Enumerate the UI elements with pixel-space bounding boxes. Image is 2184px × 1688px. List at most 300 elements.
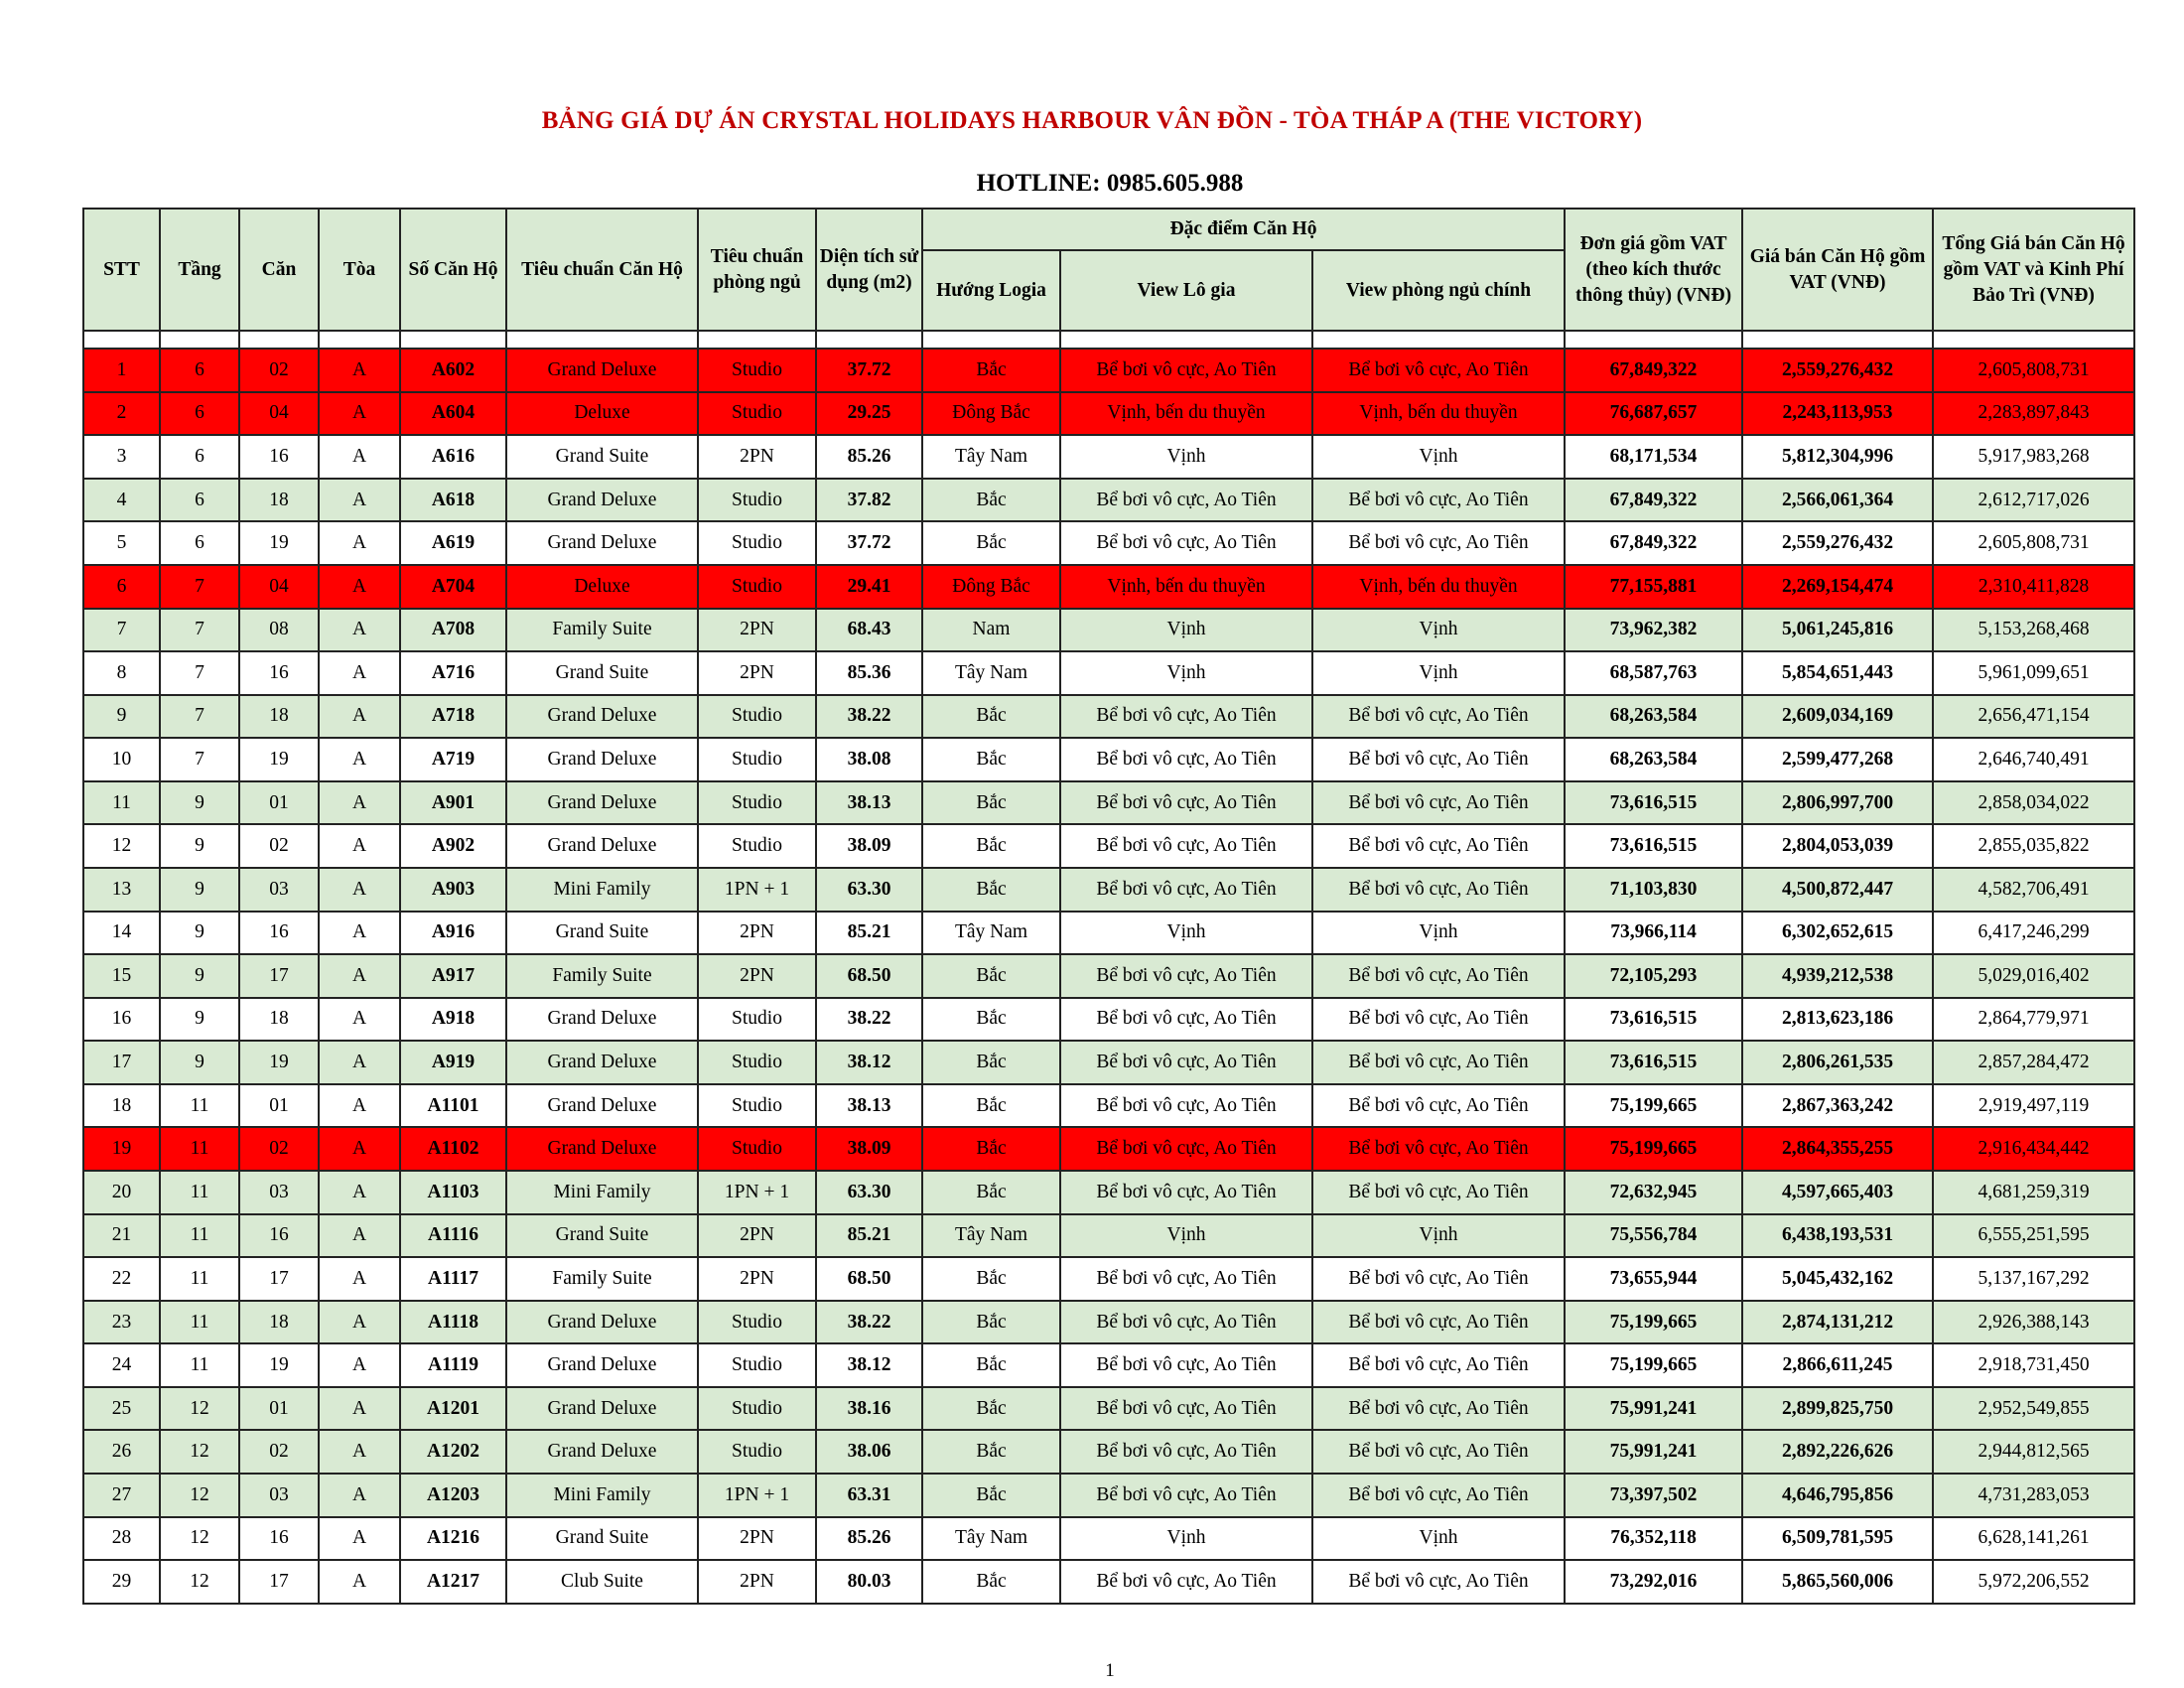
header-view-lo-gia: View Lô gia <box>1060 250 1312 331</box>
cell-can: 19 <box>239 738 319 781</box>
cell-can: 02 <box>239 349 319 392</box>
cell-dien-tich: 68.50 <box>816 1257 922 1301</box>
cell-stt: 21 <box>83 1214 160 1258</box>
cell-tieu-chuan-can-ho: Grand Deluxe <box>506 1430 698 1474</box>
cell-view-phong-ngu: Bể bơi vô cực, Ao Tiên <box>1312 1301 1565 1344</box>
cell-tong-gia: 2,864,779,971 <box>1933 998 2134 1042</box>
cell-don-gia: 75,991,241 <box>1565 1387 1742 1431</box>
cell-gia-ban: 5,045,432,162 <box>1742 1257 1933 1301</box>
cell-tang: 11 <box>160 1257 239 1301</box>
cell-phong-ngu: Studio <box>698 1430 816 1474</box>
cell-huong-logia: Nam <box>922 609 1060 652</box>
cell-huong-logia: Bắc <box>922 738 1060 781</box>
cell-gia-ban: 2,804,053,039 <box>1742 824 1933 868</box>
cell-view-lo-gia: Bể bơi vô cực, Ao Tiên <box>1060 1171 1312 1214</box>
cell-tieu-chuan-can-ho: Mini Family <box>506 1474 698 1517</box>
cell-tieu-chuan-can-ho: Mini Family <box>506 1171 698 1214</box>
cell-phong-ngu: Studio <box>698 1127 816 1171</box>
cell-phong-ngu: 2PN <box>698 1214 816 1258</box>
table-row <box>83 912 2134 955</box>
cell-gia-ban: 2,899,825,750 <box>1742 1387 1933 1431</box>
cell-don-gia: 73,616,515 <box>1565 781 1742 825</box>
cell-toa: A <box>319 1430 400 1474</box>
cell-tieu-chuan-can-ho: Club Suite <box>506 1560 698 1604</box>
table-row <box>83 651 2134 695</box>
cell-don-gia: 75,199,665 <box>1565 1127 1742 1171</box>
cell-view-phong-ngu: Bể bơi vô cực, Ao Tiên <box>1312 349 1565 392</box>
cell-so-can-ho: A919 <box>400 1041 506 1084</box>
cell-so-can-ho: A1202 <box>400 1430 506 1474</box>
header-tieu-chuan-phong-ngu: Tiêu chuẩn phòng ngủ <box>698 209 816 331</box>
cell-stt: 23 <box>83 1301 160 1344</box>
cell-tieu-chuan-can-ho: Grand Deluxe <box>506 1343 698 1387</box>
cell-tieu-chuan-can-ho: Grand Deluxe <box>506 781 698 825</box>
cell-dien-tich: 38.12 <box>816 1343 922 1387</box>
cell-tong-gia: 5,137,167,292 <box>1933 1257 2134 1301</box>
cell-view-phong-ngu: Bể bơi vô cực, Ao Tiên <box>1312 1430 1565 1474</box>
cell-huong-logia: Bắc <box>922 1343 1060 1387</box>
cell-tong-gia: 2,605,808,731 <box>1933 521 2134 565</box>
cell-view-phong-ngu: Vịnh <box>1312 651 1565 695</box>
cell-view-lo-gia: Vịnh, bến du thuyền <box>1060 392 1312 436</box>
cell-tong-gia: 2,656,471,154 <box>1933 695 2134 739</box>
cell-stt: 27 <box>83 1474 160 1517</box>
cell-view-lo-gia: Bể bơi vô cực, Ao Tiên <box>1060 824 1312 868</box>
cell-stt: 8 <box>83 651 160 695</box>
cell-can: 02 <box>239 1430 319 1474</box>
cell-tieu-chuan-can-ho: Grand Deluxe <box>506 479 698 522</box>
page-title: BẢNG GIÁ DỰ ÁN CRYSTAL HOLIDAYS HARBOUR VÂN ĐỒN - TÒA THÁP A (THE VICTORY) <box>541 107 1643 134</box>
cell-phong-ngu: Studio <box>698 1301 816 1344</box>
cell-dien-tich: 38.22 <box>816 998 922 1042</box>
cell-view-phong-ngu: Bể bơi vô cực, Ao Tiên <box>1312 479 1565 522</box>
cell-toa: A <box>319 781 400 825</box>
cell-huong-logia: Bắc <box>922 1127 1060 1171</box>
table-row <box>83 1041 2134 1084</box>
cell-phong-ngu: Studio <box>698 521 816 565</box>
cell-tong-gia: 2,612,717,026 <box>1933 479 2134 522</box>
cell-toa: A <box>319 912 400 955</box>
cell-tieu-chuan-can-ho: Grand Suite <box>506 435 698 479</box>
cell-toa: A <box>319 1041 400 1084</box>
cell-can: 18 <box>239 998 319 1042</box>
cell-so-can-ho: A719 <box>400 738 506 781</box>
cell-view-phong-ngu: Bể bơi vô cực, Ao Tiên <box>1312 824 1565 868</box>
cell-don-gia: 73,655,944 <box>1565 1257 1742 1301</box>
cell-toa: A <box>319 1560 400 1604</box>
cell-so-can-ho: A918 <box>400 998 506 1042</box>
table-row <box>83 1560 2134 1604</box>
cell-view-lo-gia: Vịnh <box>1060 1214 1312 1258</box>
cell-toa: A <box>319 1517 400 1561</box>
cell-don-gia: 67,849,322 <box>1565 349 1742 392</box>
cell-tieu-chuan-can-ho: Family Suite <box>506 1257 698 1301</box>
table-row <box>83 1474 2134 1517</box>
cell-phong-ngu: Studio <box>698 1387 816 1431</box>
cell-so-can-ho: A1119 <box>400 1343 506 1387</box>
cell-huong-logia: Bắc <box>922 1474 1060 1517</box>
cell-can: 19 <box>239 1041 319 1084</box>
cell-view-lo-gia: Bể bơi vô cực, Ao Tiên <box>1060 1560 1312 1604</box>
cell-dien-tich: 38.12 <box>816 1041 922 1084</box>
cell-tong-gia: 2,919,497,119 <box>1933 1084 2134 1128</box>
table-row <box>83 565 2134 609</box>
cell-gia-ban: 5,061,245,816 <box>1742 609 1933 652</box>
cell-toa: A <box>319 1257 400 1301</box>
cell-tieu-chuan-can-ho: Mini Family <box>506 868 698 912</box>
cell-huong-logia: Tây Nam <box>922 651 1060 695</box>
cell-toa: A <box>319 349 400 392</box>
cell-view-phong-ngu: Bể bơi vô cực, Ao Tiên <box>1312 521 1565 565</box>
cell-gia-ban: 6,509,781,595 <box>1742 1517 1933 1561</box>
cell-phong-ngu: 2PN <box>698 1560 816 1604</box>
cell-can: 19 <box>239 1343 319 1387</box>
cell-tong-gia: 5,972,206,552 <box>1933 1560 2134 1604</box>
cell-tong-gia: 4,582,706,491 <box>1933 868 2134 912</box>
cell-tong-gia: 4,681,259,319 <box>1933 1171 2134 1214</box>
cell-view-lo-gia: Bể bơi vô cực, Ao Tiên <box>1060 781 1312 825</box>
cell-tang: 7 <box>160 695 239 739</box>
table-row <box>83 738 2134 781</box>
header-tieu-chuan-can-ho: Tiêu chuẩn Căn Hộ <box>506 209 698 331</box>
cell-don-gia: 73,616,515 <box>1565 998 1742 1042</box>
cell-huong-logia: Bắc <box>922 824 1060 868</box>
cell-view-lo-gia: Bể bơi vô cực, Ao Tiên <box>1060 954 1312 998</box>
cell-stt: 12 <box>83 824 160 868</box>
cell-stt: 11 <box>83 781 160 825</box>
cell-don-gia: 68,587,763 <box>1565 651 1742 695</box>
cell-view-lo-gia: Bể bơi vô cực, Ao Tiên <box>1060 738 1312 781</box>
header-gia-ban: Giá bán Căn Hộ gồm VAT (VNĐ) <box>1742 209 1933 331</box>
cell-huong-logia: Bắc <box>922 521 1060 565</box>
cell-tong-gia: 5,029,016,402 <box>1933 954 2134 998</box>
cell-view-lo-gia: Bể bơi vô cực, Ao Tiên <box>1060 1084 1312 1128</box>
cell-tieu-chuan-can-ho: Grand Deluxe <box>506 998 698 1042</box>
cell-toa: A <box>319 435 400 479</box>
cell-view-lo-gia: Bể bơi vô cực, Ao Tiên <box>1060 1387 1312 1431</box>
table-header <box>83 209 2134 331</box>
cell-phong-ngu: 2PN <box>698 435 816 479</box>
cell-tang: 9 <box>160 1041 239 1084</box>
cell-can: 17 <box>239 1257 319 1301</box>
cell-gia-ban: 2,566,061,364 <box>1742 479 1933 522</box>
cell-tong-gia: 2,855,035,822 <box>1933 824 2134 868</box>
cell-gia-ban: 2,866,611,245 <box>1742 1343 1933 1387</box>
table-row <box>83 1343 2134 1387</box>
cell-tieu-chuan-can-ho: Grand Deluxe <box>506 1387 698 1431</box>
cell-so-can-ho: A902 <box>400 824 506 868</box>
cell-view-lo-gia: Vịnh <box>1060 435 1312 479</box>
cell-view-lo-gia: Bể bơi vô cực, Ao Tiên <box>1060 1343 1312 1387</box>
table-row <box>83 521 2134 565</box>
cell-so-can-ho: A1116 <box>400 1214 506 1258</box>
cell-huong-logia: Bắc <box>922 1171 1060 1214</box>
cell-can: 16 <box>239 1517 319 1561</box>
cell-dien-tich: 38.13 <box>816 1084 922 1128</box>
cell-toa: A <box>319 1084 400 1128</box>
cell-so-can-ho: A917 <box>400 954 506 998</box>
cell-tang: 12 <box>160 1387 239 1431</box>
cell-tang: 9 <box>160 824 239 868</box>
cell-huong-logia: Bắc <box>922 1301 1060 1344</box>
cell-don-gia: 72,105,293 <box>1565 954 1742 998</box>
cell-view-phong-ngu: Vịnh <box>1312 1214 1565 1258</box>
table-row <box>83 954 2134 998</box>
cell-so-can-ho: A718 <box>400 695 506 739</box>
cell-don-gia: 76,352,118 <box>1565 1517 1742 1561</box>
cell-don-gia: 73,616,515 <box>1565 1041 1742 1084</box>
cell-so-can-ho: A619 <box>400 521 506 565</box>
cell-dien-tich: 38.09 <box>816 1127 922 1171</box>
cell-tong-gia: 6,417,246,299 <box>1933 912 2134 955</box>
cell-huong-logia: Bắc <box>922 998 1060 1042</box>
cell-view-phong-ngu: Bể bơi vô cực, Ao Tiên <box>1312 1041 1565 1084</box>
cell-dien-tich: 85.26 <box>816 435 922 479</box>
table-row <box>83 1127 2134 1171</box>
cell-gia-ban: 2,806,997,700 <box>1742 781 1933 825</box>
table-row <box>83 349 2134 392</box>
cell-phong-ngu: Studio <box>698 738 816 781</box>
table-row <box>83 435 2134 479</box>
cell-dien-tich: 68.43 <box>816 609 922 652</box>
cell-don-gia: 67,849,322 <box>1565 479 1742 522</box>
cell-tong-gia: 2,605,808,731 <box>1933 349 2134 392</box>
table-row <box>83 609 2134 652</box>
table-row <box>83 1214 2134 1258</box>
cell-can: 01 <box>239 1387 319 1431</box>
cell-tang: 11 <box>160 1343 239 1387</box>
cell-tang: 9 <box>160 954 239 998</box>
cell-view-lo-gia: Vịnh <box>1060 1517 1312 1561</box>
cell-tieu-chuan-can-ho: Family Suite <box>506 954 698 998</box>
table-row <box>83 392 2134 436</box>
cell-so-can-ho: A1217 <box>400 1560 506 1604</box>
cell-don-gia: 73,292,016 <box>1565 1560 1742 1604</box>
cell-huong-logia: Đông Bắc <box>922 565 1060 609</box>
cell-huong-logia: Bắc <box>922 868 1060 912</box>
header-stt: STT <box>83 209 160 331</box>
cell-gia-ban: 2,243,113,953 <box>1742 392 1933 436</box>
cell-view-lo-gia: Bể bơi vô cực, Ao Tiên <box>1060 479 1312 522</box>
cell-tong-gia: 2,283,897,843 <box>1933 392 2134 436</box>
cell-stt: 24 <box>83 1343 160 1387</box>
cell-tieu-chuan-can-ho: Deluxe <box>506 565 698 609</box>
cell-dien-tich: 29.25 <box>816 392 922 436</box>
cell-phong-ngu: 2PN <box>698 912 816 955</box>
cell-toa: A <box>319 954 400 998</box>
cell-tieu-chuan-can-ho: Grand Deluxe <box>506 824 698 868</box>
cell-dien-tich: 63.31 <box>816 1474 922 1517</box>
cell-tang: 6 <box>160 392 239 436</box>
cell-tang: 6 <box>160 521 239 565</box>
cell-dien-tich: 85.36 <box>816 651 922 695</box>
cell-toa: A <box>319 609 400 652</box>
table-row <box>83 695 2134 739</box>
cell-phong-ngu: 2PN <box>698 954 816 998</box>
cell-phong-ngu: Studio <box>698 824 816 868</box>
cell-view-phong-ngu: Bể bơi vô cực, Ao Tiên <box>1312 1127 1565 1171</box>
cell-dien-tich: 38.16 <box>816 1387 922 1431</box>
cell-tieu-chuan-can-ho: Grand Deluxe <box>506 738 698 781</box>
cell-don-gia: 73,962,382 <box>1565 609 1742 652</box>
cell-don-gia: 72,632,945 <box>1565 1171 1742 1214</box>
spacer-row <box>83 331 2134 349</box>
cell-view-phong-ngu: Bể bơi vô cực, Ao Tiên <box>1312 954 1565 998</box>
cell-dien-tich: 68.50 <box>816 954 922 998</box>
cell-stt: 7 <box>83 609 160 652</box>
cell-tong-gia: 5,961,099,651 <box>1933 651 2134 695</box>
cell-dien-tich: 37.72 <box>816 349 922 392</box>
cell-so-can-ho: A618 <box>400 479 506 522</box>
cell-tang: 9 <box>160 998 239 1042</box>
table-row <box>83 998 2134 1042</box>
cell-tang: 6 <box>160 479 239 522</box>
cell-view-lo-gia: Bể bơi vô cực, Ao Tiên <box>1060 1257 1312 1301</box>
cell-dien-tich: 38.08 <box>816 738 922 781</box>
cell-so-can-ho: A1102 <box>400 1127 506 1171</box>
cell-tieu-chuan-can-ho: Grand Suite <box>506 1517 698 1561</box>
cell-toa: A <box>319 1474 400 1517</box>
cell-tang: 12 <box>160 1430 239 1474</box>
cell-stt: 13 <box>83 868 160 912</box>
cell-so-can-ho: A916 <box>400 912 506 955</box>
cell-dien-tich: 38.09 <box>816 824 922 868</box>
cell-view-phong-ngu: Bể bơi vô cực, Ao Tiên <box>1312 1387 1565 1431</box>
cell-tieu-chuan-can-ho: Grand Suite <box>506 651 698 695</box>
cell-tang: 7 <box>160 651 239 695</box>
cell-tieu-chuan-can-ho: Grand Deluxe <box>506 349 698 392</box>
cell-toa: A <box>319 1343 400 1387</box>
price-table <box>82 208 2135 1605</box>
cell-view-phong-ngu: Vịnh <box>1312 912 1565 955</box>
cell-huong-logia: Bắc <box>922 479 1060 522</box>
cell-so-can-ho: A903 <box>400 868 506 912</box>
cell-tang: 11 <box>160 1084 239 1128</box>
cell-stt: 14 <box>83 912 160 955</box>
table-row <box>83 1171 2134 1214</box>
cell-stt: 20 <box>83 1171 160 1214</box>
table-row <box>83 781 2134 825</box>
header-don-gia: Đơn giá gồm VAT (theo kích thước thông thủy) (VNĐ) <box>1565 209 1742 331</box>
cell-dien-tich: 63.30 <box>816 868 922 912</box>
cell-gia-ban: 6,438,193,531 <box>1742 1214 1933 1258</box>
cell-so-can-ho: A604 <box>400 392 506 436</box>
cell-tong-gia: 2,857,284,472 <box>1933 1041 2134 1084</box>
cell-tong-gia: 2,918,731,450 <box>1933 1343 2134 1387</box>
cell-view-lo-gia: Bể bơi vô cực, Ao Tiên <box>1060 1301 1312 1344</box>
cell-stt: 10 <box>83 738 160 781</box>
cell-view-phong-ngu: Bể bơi vô cực, Ao Tiên <box>1312 781 1565 825</box>
cell-don-gia: 75,199,665 <box>1565 1301 1742 1344</box>
cell-dien-tich: 85.21 <box>816 1214 922 1258</box>
cell-so-can-ho: A901 <box>400 781 506 825</box>
cell-gia-ban: 2,269,154,474 <box>1742 565 1933 609</box>
cell-so-can-ho: A616 <box>400 435 506 479</box>
cell-toa: A <box>319 565 400 609</box>
cell-view-lo-gia: Bể bơi vô cực, Ao Tiên <box>1060 868 1312 912</box>
cell-can: 17 <box>239 1560 319 1604</box>
cell-tang: 12 <box>160 1560 239 1604</box>
cell-view-lo-gia: Vịnh <box>1060 609 1312 652</box>
cell-tong-gia: 2,310,411,828 <box>1933 565 2134 609</box>
cell-toa: A <box>319 1127 400 1171</box>
cell-so-can-ho: A1103 <box>400 1171 506 1214</box>
header-huong-logia: Hướng Logia <box>922 250 1060 331</box>
cell-gia-ban: 2,874,131,212 <box>1742 1301 1933 1344</box>
cell-can: 18 <box>239 695 319 739</box>
cell-huong-logia: Bắc <box>922 1387 1060 1431</box>
cell-tieu-chuan-can-ho: Deluxe <box>506 392 698 436</box>
cell-phong-ngu: Studio <box>698 479 816 522</box>
cell-tang: 9 <box>160 912 239 955</box>
cell-tieu-chuan-can-ho: Grand Deluxe <box>506 1041 698 1084</box>
cell-view-lo-gia: Bể bơi vô cực, Ao Tiên <box>1060 349 1312 392</box>
cell-view-lo-gia: Bể bơi vô cực, Ao Tiên <box>1060 1474 1312 1517</box>
header-tang: Tầng <box>160 209 239 331</box>
cell-stt: 28 <box>83 1517 160 1561</box>
cell-gia-ban: 2,559,276,432 <box>1742 349 1933 392</box>
cell-huong-logia: Bắc <box>922 954 1060 998</box>
cell-phong-ngu: 2PN <box>698 609 816 652</box>
cell-can: 03 <box>239 1171 319 1214</box>
table-body <box>83 331 2134 1604</box>
cell-huong-logia: Tây Nam <box>922 1214 1060 1258</box>
cell-gia-ban: 2,559,276,432 <box>1742 521 1933 565</box>
cell-don-gia: 68,263,584 <box>1565 695 1742 739</box>
cell-don-gia: 73,966,114 <box>1565 912 1742 955</box>
header-dac-diem: Đặc điểm Căn Hộ <box>922 209 1565 250</box>
cell-gia-ban: 2,813,623,186 <box>1742 998 1933 1042</box>
cell-gia-ban: 4,939,212,538 <box>1742 954 1933 998</box>
cell-don-gia: 76,687,657 <box>1565 392 1742 436</box>
table-row <box>83 1257 2134 1301</box>
cell-stt: 19 <box>83 1127 160 1171</box>
cell-tang: 12 <box>160 1517 239 1561</box>
cell-tang: 9 <box>160 868 239 912</box>
cell-stt: 29 <box>83 1560 160 1604</box>
cell-tong-gia: 2,916,434,442 <box>1933 1127 2134 1171</box>
cell-stt: 16 <box>83 998 160 1042</box>
cell-dien-tich: 29.41 <box>816 565 922 609</box>
cell-tong-gia: 2,926,388,143 <box>1933 1301 2134 1344</box>
cell-toa: A <box>319 651 400 695</box>
cell-dien-tich: 37.82 <box>816 479 922 522</box>
cell-phong-ngu: Studio <box>698 695 816 739</box>
cell-don-gia: 75,199,665 <box>1565 1084 1742 1128</box>
cell-tang: 11 <box>160 1214 239 1258</box>
cell-view-phong-ngu: Vịnh <box>1312 609 1565 652</box>
table-row <box>83 824 2134 868</box>
cell-stt: 6 <box>83 565 160 609</box>
cell-stt: 3 <box>83 435 160 479</box>
cell-view-phong-ngu: Bể bơi vô cực, Ao Tiên <box>1312 1474 1565 1517</box>
cell-toa: A <box>319 521 400 565</box>
cell-tong-gia: 2,952,549,855 <box>1933 1387 2134 1431</box>
cell-stt: 9 <box>83 695 160 739</box>
cell-can: 04 <box>239 392 319 436</box>
cell-don-gia: 75,991,241 <box>1565 1430 1742 1474</box>
cell-toa: A <box>319 868 400 912</box>
cell-stt: 4 <box>83 479 160 522</box>
cell-gia-ban: 2,599,477,268 <box>1742 738 1933 781</box>
cell-tong-gia: 2,646,740,491 <box>1933 738 2134 781</box>
cell-huong-logia: Tây Nam <box>922 912 1060 955</box>
cell-huong-logia: Bắc <box>922 1430 1060 1474</box>
cell-so-can-ho: A1203 <box>400 1474 506 1517</box>
cell-huong-logia: Bắc <box>922 1041 1060 1084</box>
cell-can: 18 <box>239 479 319 522</box>
cell-so-can-ho: A1118 <box>400 1301 506 1344</box>
